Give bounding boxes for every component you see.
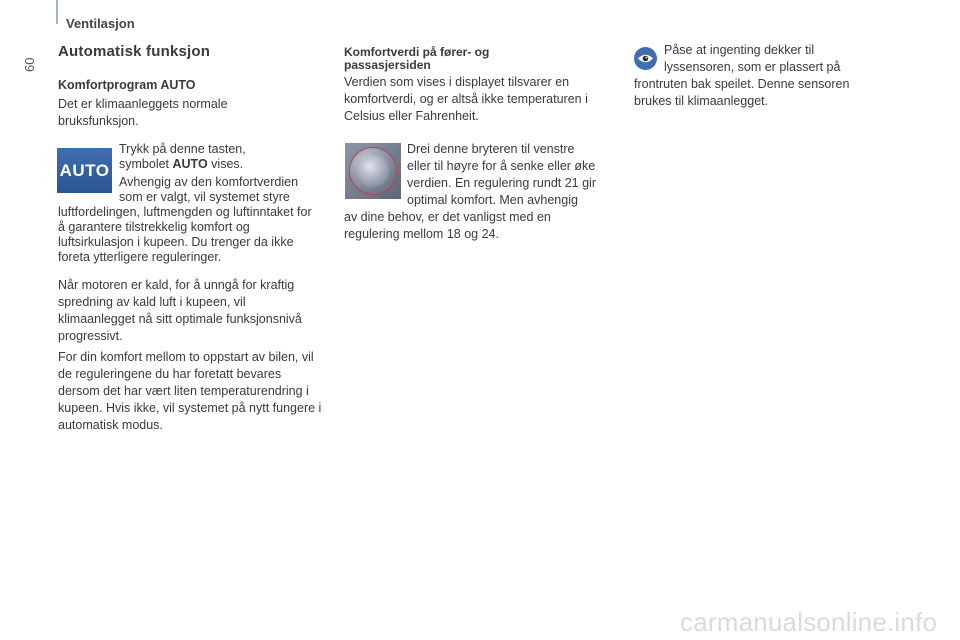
knob-line-2: eller til høyre for å senke eller øke bbox=[407, 159, 596, 173]
cold-engine-text: Når motoren er kald, for å unngå for kraftig spredning av kald luft i kupeen, vil klimaanlegget nå sitt optimale funksjonsnivå progressivt. bbox=[58, 278, 302, 343]
comfort-value-heading: Komfortverdi på fører- og passasjersiden bbox=[344, 45, 490, 72]
auto-icon-label: AUTO bbox=[59, 160, 110, 180]
sensor-lines bbox=[664, 42, 884, 76]
knob-line-1: Drei denne bryteren til venstre bbox=[407, 142, 575, 156]
auto-symbol-text: AUTO bbox=[172, 157, 208, 171]
auto-line-2-pre: symbolet bbox=[119, 157, 173, 171]
watermark: carmanualsonline.info bbox=[680, 607, 938, 637]
auto-line-1: Trykk på denne tasten, bbox=[119, 142, 246, 156]
sensor-line-1: Påse at ingenting dekker til bbox=[664, 43, 815, 57]
auto-instruction bbox=[119, 142, 329, 172]
comfort-value-text: Verdien som vises i displayet tilsvarer en komfortverdi, og er altså ikke temperaturen i Celsius eller Fahrenheit. bbox=[344, 75, 588, 123]
page-title: Automatisk funksjon bbox=[58, 43, 211, 60]
auto-button-icon bbox=[57, 148, 112, 193]
subheading-auto: Komfortprogram AUTO bbox=[58, 78, 196, 92]
auto-comfort-lines bbox=[119, 175, 329, 205]
intro-text: Det er klimaanleggets normale bruksfunksjon. bbox=[58, 97, 228, 128]
auto-line-2-post: vises. bbox=[207, 157, 244, 171]
auto-line-2 bbox=[119, 157, 329, 172]
temperature-knob-image bbox=[345, 143, 401, 199]
sensor-rest-text: frontruten bak speilet. Denne sensoren brukes til klimaanlegget. bbox=[634, 77, 850, 108]
knob-line-4: optimal komfort. Men avhengig bbox=[407, 193, 578, 207]
eye-icon bbox=[634, 47, 657, 70]
auto-comfort-line-2: som er valgt, vil systemet styre bbox=[119, 190, 290, 204]
comfort-memory-text: For din komfort mellom to oppstart av bilen, vil de reguleringene du har foretatt bevares dersom det har vært liten temperaturendring i kupeen. Hvis ikke, vil systemet på nytt fungere i automatisk modus. bbox=[58, 350, 322, 432]
knob-instruction bbox=[407, 141, 622, 209]
section-rule bbox=[56, 0, 58, 24]
knob-ring bbox=[349, 147, 397, 195]
page-number: 60 bbox=[22, 57, 37, 72]
auto-comfort-rest: luftfordelingen, luftmengden og luftinntaket for å garantere tilstrekkelig komfort og luftsirkulasjon i kupeen. Du trenger da ikke foreta ytterligere reguleringer. bbox=[58, 205, 312, 264]
sensor-line-2: lyssensoren, som er plassert på bbox=[664, 60, 841, 74]
section-title: Ventilasjon bbox=[66, 16, 135, 31]
auto-comfort-line-1: Avhengig av den komfortverdien bbox=[119, 175, 299, 189]
knob-rest-text: av dine behov, er det vanligst med en regulering mellom 18 og 24. bbox=[344, 210, 551, 241]
knob-line-3: verdien. En regulering rundt 21 gir bbox=[407, 176, 597, 190]
knob-cap bbox=[357, 155, 389, 187]
